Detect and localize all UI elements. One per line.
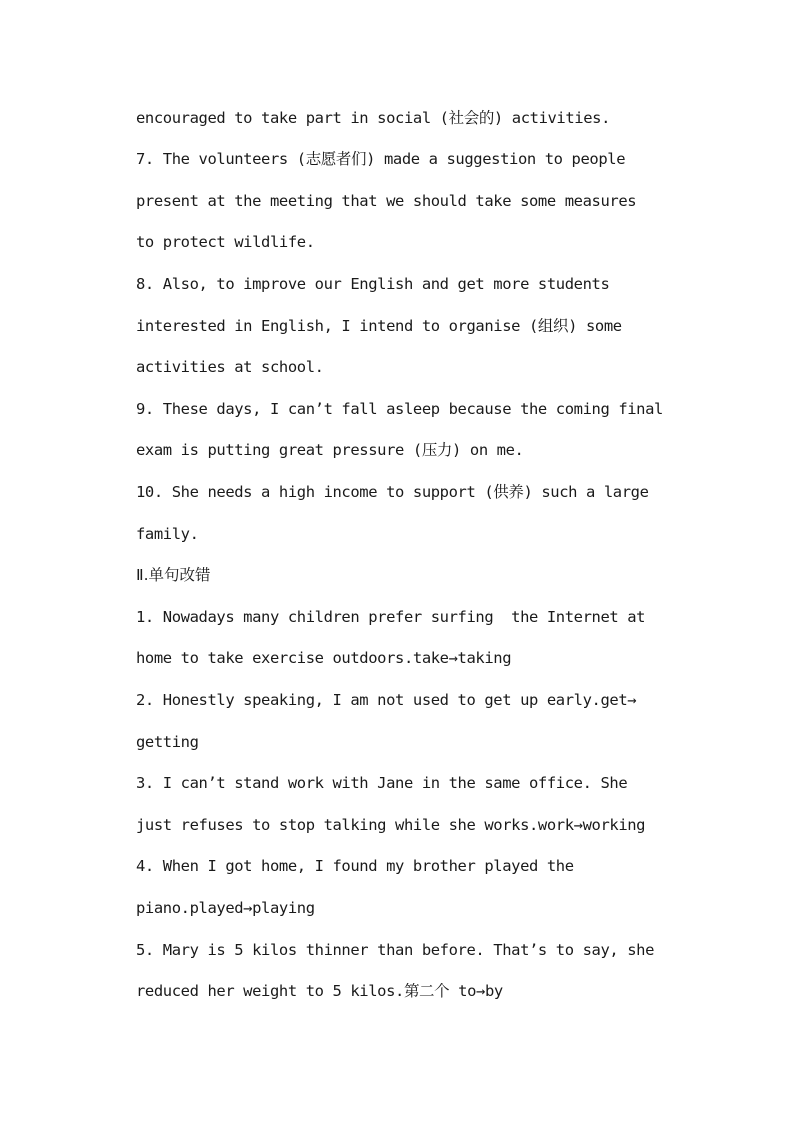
text-line: 1. Nowadays many children prefer surfing the Internet at <box>136 608 646 626</box>
text-line: interested in English, I intend to organise (组织) some <box>136 317 622 335</box>
text-line: activities at school. <box>136 358 324 376</box>
text-line: present at the meeting that we should take some measures <box>136 192 637 210</box>
text-line: piano.played→playing <box>136 899 315 917</box>
text-line: home to take exercise outdoors.take→taking <box>136 649 512 667</box>
text-line: reduced her weight to 5 kilos.第二个 to→by <box>136 982 503 1000</box>
text-line: family. <box>136 525 199 543</box>
text-line: 3. I can’t stand work with Jane in the same office. She <box>136 774 628 792</box>
text-line: 10. She needs a high income to support (供养) such a large <box>136 483 649 501</box>
text-line: encouraged to take part in social (社会的) activities. <box>136 109 611 127</box>
text-line: 4. When I got home, I found my brother played the <box>136 857 574 875</box>
text-line: 5. Mary is 5 kilos thinner than before. That’s to say, she <box>136 941 655 959</box>
section-heading: Ⅱ.单句改错 <box>136 566 211 584</box>
text-line: 8. Also, to improve our English and get more students <box>136 275 610 293</box>
text-line: getting <box>136 733 199 751</box>
text-line: 7. The volunteers (志愿者们) made a suggestion to people <box>136 150 626 168</box>
text-line: exam is putting great pressure (压力) on me. <box>136 441 524 459</box>
text-line: 2. Honestly speaking, I am not used to get up early.get→ <box>136 691 637 709</box>
text-line: 9. These days, I can’t fall asleep because the coming final <box>136 400 663 418</box>
text-line: to protect wildlife. <box>136 233 315 251</box>
text-line: just refuses to stop talking while she works.work→working <box>136 816 646 834</box>
